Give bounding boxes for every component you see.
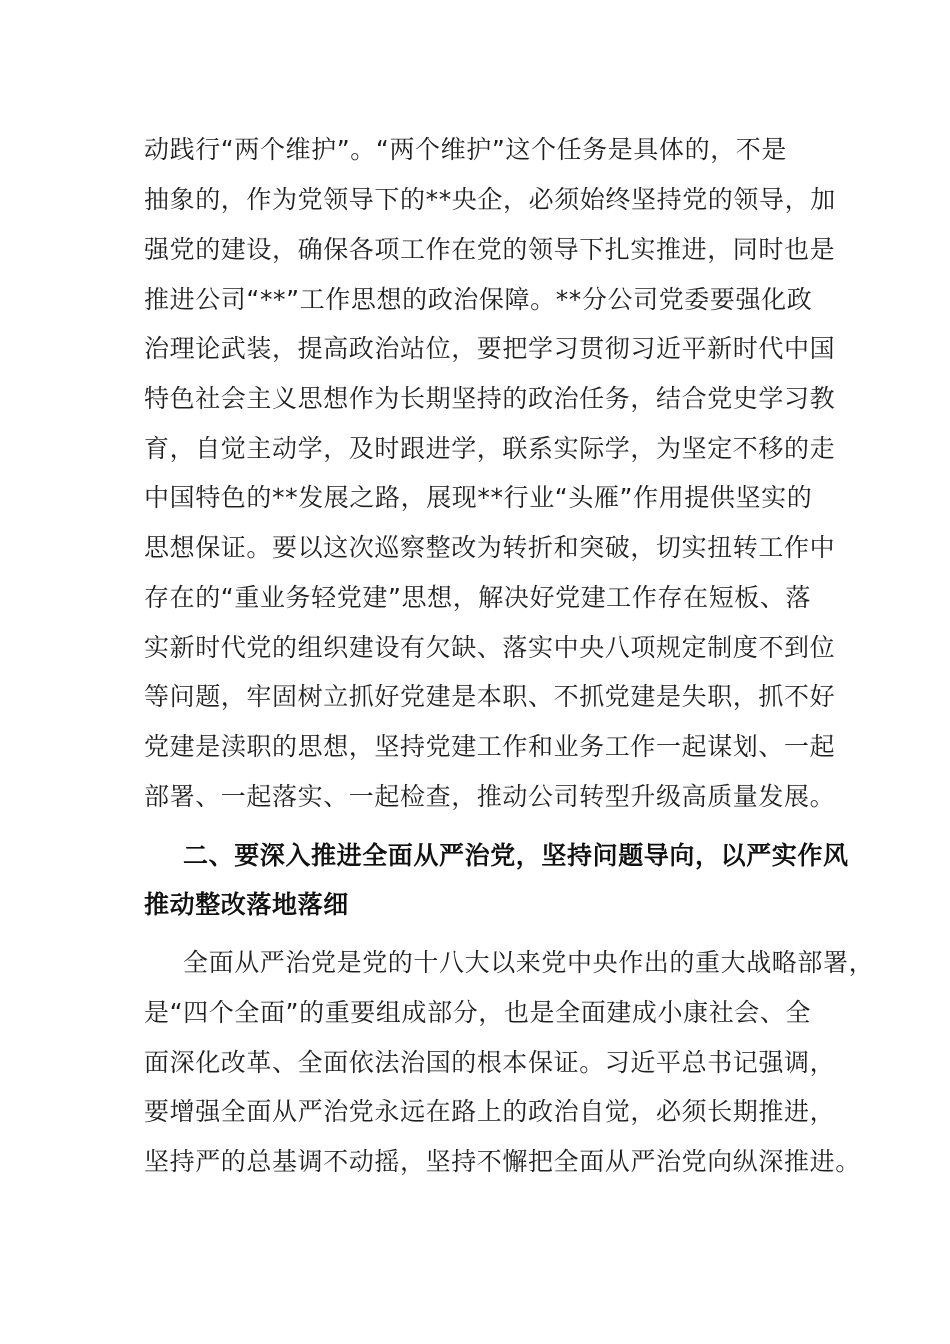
text-line: 动践行“两个维护”。“两个维护”这个任务是具体的，不是 — [144, 135, 788, 164]
text-line: 要增强全面从严治党永远在路上的政治自觉，必须长期推进， — [144, 1097, 836, 1126]
text-line: 等问题，牢固树立抓好党建是本职、不抓党建是失职，抓不好 — [144, 682, 836, 711]
heading-line: 二、要深入推进全面从严治党，坚持问题导向，以严实作风 — [183, 841, 849, 870]
text-line: 强党的建设，确保各项工作在党的领导下扎实推进，同时也是 — [144, 235, 836, 264]
heading-line: 推动整改落地落细 — [144, 890, 349, 919]
text-line: 存在的“重业务轻党建”思想，解决好党建工作存在短板、落 — [144, 583, 812, 612]
text-line: 治理论武装，提高政治站位，要把学习贯彻习近平新时代中国 — [144, 334, 836, 363]
text-line: 思想保证。要以这次巡察整改为转折和突破，切实扭转工作中 — [144, 533, 836, 562]
text-line: 全面从严治党是党的十八大以来党中央作出的重大战略部署， — [183, 948, 875, 977]
text-line: 育，自觉主动学，及时跟进学，联系实际学，为坚定不移的走 — [144, 434, 836, 463]
text-line: 坚持严的总基调不动摇，坚持不懈把全面从严治党向纵深推进。 — [144, 1147, 861, 1176]
text-line: 实新时代党的组织建设有欠缺、落实中央八项规定制度不到位 — [144, 633, 836, 662]
text-line: 面深化改革、全面依法治国的根本保证。习近平总书记强调， — [144, 1048, 836, 1077]
text-line: 党建是渎职的思想，坚持党建工作和业务工作一起谋划、一起 — [144, 732, 836, 761]
text-line: 抽象的，作为党领导下的**央企，必须始终坚持党的领导，加 — [144, 185, 836, 214]
text-line: 是“四个全面”的重要组成部分，也是全面建成小康社会、全 — [144, 998, 812, 1027]
text-line: 中国特色的**发展之路，展现**行业“头雁”作用提供坚实的 — [144, 483, 813, 512]
text-line: 部署、一起落实、一起检查，推动公司转型升级高质量发展。 — [144, 782, 836, 811]
text-line: 推进公司“**”工作思想的政治保障。**分公司党委要强化政 — [144, 285, 813, 314]
text-line: 特色社会主义思想作为长期坚持的政治任务，结合党史学习教 — [144, 384, 836, 413]
